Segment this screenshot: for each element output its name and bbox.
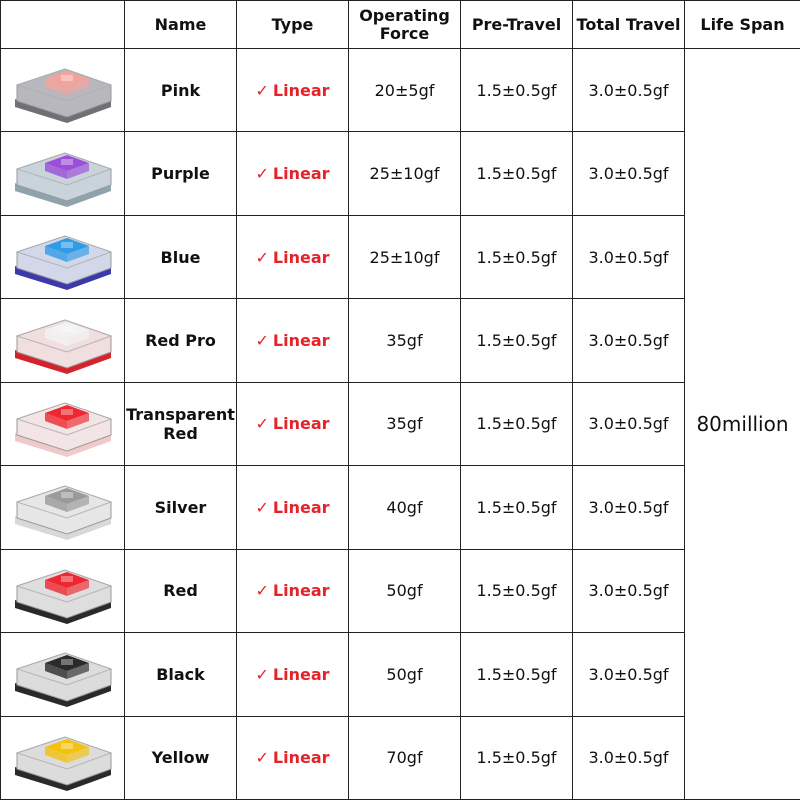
switch-image-cell xyxy=(1,215,125,298)
switch-name: Black xyxy=(125,633,237,716)
switch-type xyxy=(237,633,349,716)
check-mark-icon: ✓ xyxy=(255,664,269,684)
operating-force: 35gf xyxy=(349,382,461,465)
check-mark-icon: ✓ xyxy=(255,247,269,267)
check-mark-icon: ✓ xyxy=(255,497,269,517)
table-row xyxy=(1,549,800,632)
switch-type xyxy=(237,382,349,465)
switch-name: Yellow xyxy=(125,716,237,800)
life-span-number: 80 xyxy=(696,412,722,436)
pre-travel: 1.5±0.5gf xyxy=(461,382,573,465)
check-mark-icon: ✓ xyxy=(255,331,269,351)
switch-image xyxy=(7,55,119,125)
pre-travel: 1.5±0.5gf xyxy=(461,299,573,382)
switch-name: Red Pro xyxy=(125,299,237,382)
switch-name: Red xyxy=(125,549,237,632)
total-travel: 3.0±0.5gf xyxy=(573,215,685,298)
switch-type xyxy=(237,716,349,800)
switch-type xyxy=(237,132,349,215)
switch-image xyxy=(7,556,119,626)
total-travel: 3.0±0.5gf xyxy=(573,466,685,549)
pre-travel: 1.5±0.5gf xyxy=(461,716,573,800)
switch-image-cell xyxy=(1,633,125,716)
switch-type-label: Linear xyxy=(272,748,330,768)
life-span-unit: million xyxy=(721,412,789,436)
switch-type-label: Linear xyxy=(272,414,330,434)
total-travel: 3.0±0.5gf xyxy=(573,132,685,215)
table-row xyxy=(1,215,800,298)
switch-type-label: Linear xyxy=(272,164,330,184)
header-life-span: Life Span xyxy=(685,1,800,49)
table-row xyxy=(1,49,800,132)
check-mark-icon: ✓ xyxy=(255,581,269,601)
switch-name: Silver xyxy=(125,466,237,549)
switch-type xyxy=(237,549,349,632)
header-image xyxy=(1,1,125,49)
switch-name: Pink xyxy=(125,49,237,132)
total-travel: 3.0±0.5gf xyxy=(573,633,685,716)
switch-name: Blue xyxy=(125,215,237,298)
switch-type xyxy=(237,215,349,298)
operating-force: 20±5gf xyxy=(349,49,461,132)
pre-travel: 1.5±0.5gf xyxy=(461,633,573,716)
switch-image-cell xyxy=(1,132,125,215)
operating-force: 40gf xyxy=(349,466,461,549)
switch-name: Transparent Red xyxy=(125,382,237,465)
switch-image xyxy=(7,472,119,542)
switch-image xyxy=(7,222,119,292)
switch-image xyxy=(7,139,119,209)
switch-image xyxy=(7,639,119,709)
pre-travel: 1.5±0.5gf xyxy=(461,549,573,632)
switch-image-cell xyxy=(1,299,125,382)
check-mark-icon: ✓ xyxy=(255,80,269,100)
total-travel: 3.0±0.5gf xyxy=(573,299,685,382)
operating-force: 25±10gf xyxy=(349,215,461,298)
header-row xyxy=(1,1,800,49)
pre-travel: 1.5±0.5gf xyxy=(461,215,573,298)
switch-image-cell xyxy=(1,382,125,465)
total-travel: 3.0±0.5gf xyxy=(573,382,685,465)
operating-force: 50gf xyxy=(349,549,461,632)
switch-type-label: Linear xyxy=(272,664,330,684)
operating-force: 70gf xyxy=(349,716,461,800)
switch-image xyxy=(7,389,119,459)
switch-type xyxy=(237,49,349,132)
operating-force: 50gf xyxy=(349,633,461,716)
switch-type-label: Linear xyxy=(272,497,330,517)
header-total-travel: Total Travel xyxy=(573,1,685,49)
switch-image-cell xyxy=(1,466,125,549)
switch-image-cell xyxy=(1,49,125,132)
operating-force: 25±10gf xyxy=(349,132,461,215)
total-travel: 3.0±0.5gf xyxy=(573,49,685,132)
switch-type-label: Linear xyxy=(272,80,330,100)
table-row xyxy=(1,382,800,465)
switch-image-cell xyxy=(1,549,125,632)
operating-force: 35gf xyxy=(349,299,461,382)
check-mark-icon: ✓ xyxy=(255,748,269,768)
switch-type-label: Linear xyxy=(272,247,330,267)
header-type: Type xyxy=(237,1,349,49)
switch-name: Purple xyxy=(125,132,237,215)
switch-image-cell xyxy=(1,716,125,800)
pre-travel: 1.5±0.5gf xyxy=(461,49,573,132)
switch-image xyxy=(7,306,119,376)
switch-type-label: Linear xyxy=(272,581,330,601)
total-travel: 3.0±0.5gf xyxy=(573,716,685,800)
total-travel: 3.0±0.5gf xyxy=(573,549,685,632)
header-name: Name xyxy=(125,1,237,49)
pre-travel: 1.5±0.5gf xyxy=(461,132,573,215)
table-row xyxy=(1,132,800,215)
switch-image xyxy=(7,723,119,793)
table-row xyxy=(1,716,800,800)
switch-type-label: Linear xyxy=(272,331,330,351)
table-row xyxy=(1,466,800,549)
switch-type xyxy=(237,299,349,382)
header-operating-force: Operating Force xyxy=(349,1,461,49)
pre-travel: 1.5±0.5gf xyxy=(461,466,573,549)
switch-type xyxy=(237,466,349,549)
table-row xyxy=(1,633,800,716)
header-pre-travel: Pre-Travel xyxy=(461,1,573,49)
check-mark-icon: ✓ xyxy=(255,414,269,434)
check-mark-icon: ✓ xyxy=(255,164,269,184)
life-span xyxy=(685,49,800,800)
table-row xyxy=(1,299,800,382)
